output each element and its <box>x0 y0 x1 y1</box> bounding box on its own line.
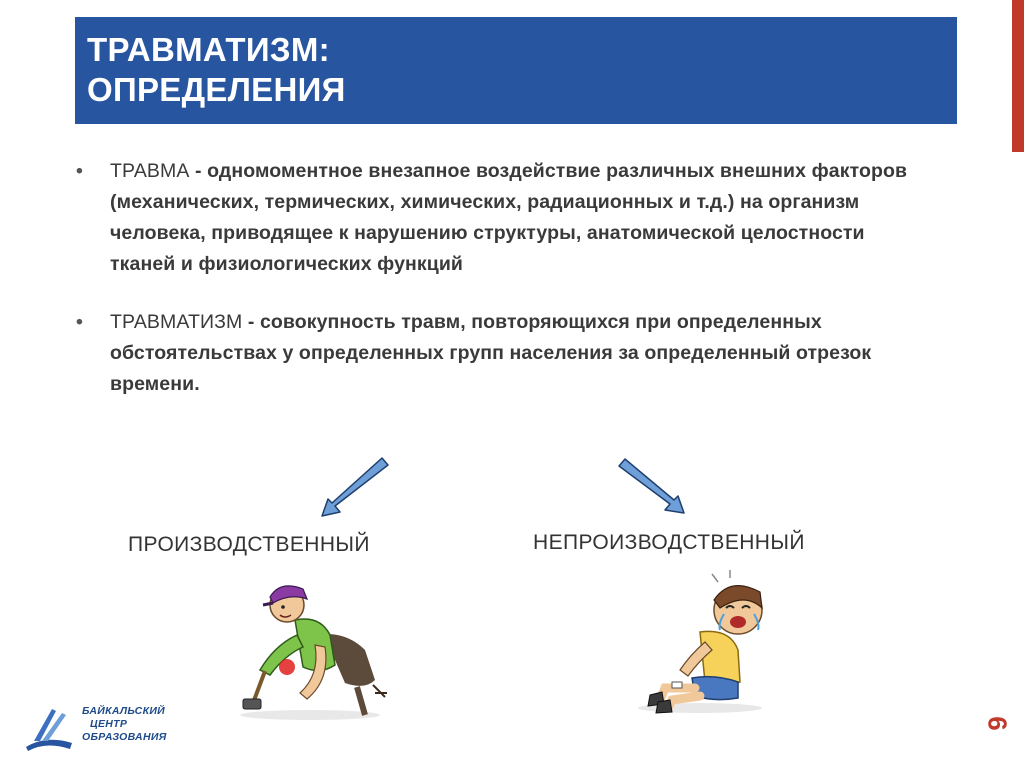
term-trauma: ТРАВМА <box>110 160 190 182</box>
bullet-icon: • <box>76 311 83 333</box>
definition-trauma-text: - одномоментное внезапное воздействие различных внешних факторов (механических, термических, химических, радиационных и т.д.) на организм человека, приводящее к нарушению структуры, анатомической целостности тканей и физиологических функций <box>110 160 908 275</box>
definition-traumatism <box>76 307 926 400</box>
baikal-center-logo <box>22 703 182 755</box>
definition-trauma <box>76 156 926 280</box>
crying-child-illustration <box>620 570 780 715</box>
definitions-list <box>76 156 926 427</box>
category-industrial: ПРОИЗВОДСТВЕННЫЙ <box>128 533 370 556</box>
term-traumatism: ТРАВМАТИЗМ <box>110 311 243 333</box>
accent-bar <box>1012 0 1024 152</box>
title-line-1: ТРАВМАТИЗМ: <box>87 31 330 68</box>
definition-traumatism-text: - совокупность травм, повторяющихся при определенных обстоятельствах у определенных групп населения за определенный отрезок времени. <box>110 311 872 395</box>
injured-worker-illustration <box>225 575 395 725</box>
page-number: 6 <box>982 716 1013 731</box>
book-logo-icon <box>22 705 78 753</box>
title-box <box>75 17 957 124</box>
logo-line-1: БАЙКАЛЬСКИЙ <box>82 705 166 717</box>
logo-line-2: ЦЕНТР <box>90 718 128 730</box>
logo-line-3: ОБРАЗОВАНИЯ <box>82 731 167 743</box>
category-non-industrial: НЕПРОИЗВОДСТВЕННЫЙ <box>533 531 805 554</box>
bullet-icon: • <box>76 160 83 182</box>
title-line-2: ОПРЕДЕЛЕНИЯ <box>87 71 346 108</box>
